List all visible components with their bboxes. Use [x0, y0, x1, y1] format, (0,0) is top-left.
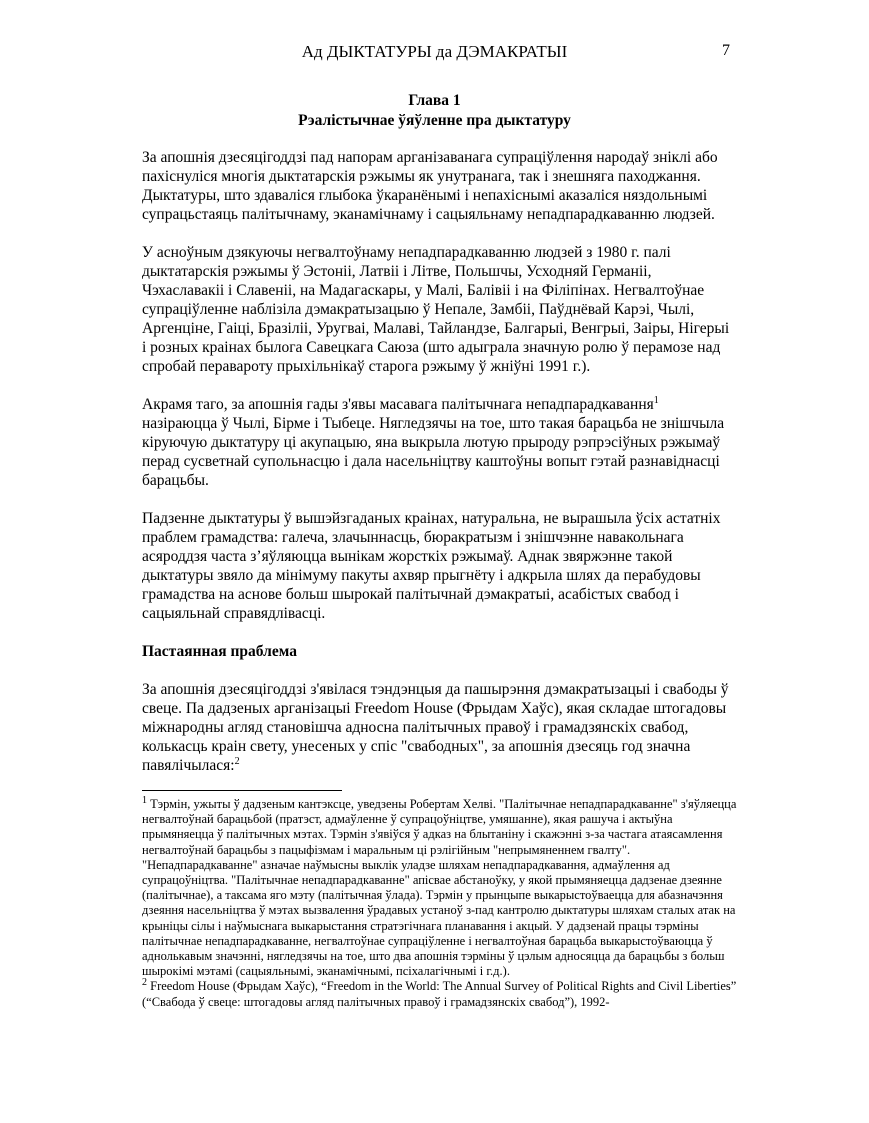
footnotes	[142, 794, 737, 1010]
chapter-title: Рэалістычнае ўяўленне пра дыктатуру	[298, 112, 571, 129]
paragraph: За апошнія дзесяцігоддзі пад напорам арганізаванага супраціўлення народаў зніклі або пахіснуліся многія дыктатарскія рэжымы як унутранага, так і знешняга паходжання. Дыктатуры, што здаваліся глыбока ўкаранёнымі і непахіснымі аказаліся няздольнымі супрацьстаяць палітычнаму, эканамічнаму і сацыяльнаму непадпарадкаванню людзей.	[142, 149, 718, 223]
paragraph-text: назіраюцца ў Чылі, Бірме і Тыбеце. Нягледзячы на тое, што такая барацьба не знішчыла кіруючую дыктатуру ці акупацыю, яна выкрыла лютую прыроду рэпрэсіўных рэжымаў перад сусветнай супольнасцю і дала насельніцтву каштоўны вопыт гэтай разнавіднасці барацьбы.	[142, 415, 725, 489]
running-header-title: Ад ДЫКТАТУРЫ да ДЭМАКРАТЫІ	[301, 42, 568, 61]
paragraph	[142, 395, 734, 490]
page-number: 7	[722, 42, 730, 59]
paragraph: Падзенне дыктатуры ў вышэйзгаданых краінах, натуральна, не вырашыла ўсіх астатніх праблем грамадства: галеча, злачыннасць, бюракратызм і знішчэнне навакольнага асяроддзя часта з’яўляюцца вынікам жорсткіх рэжымаў. Аднак звяржэнне такой дыктатуры звяло да мінімуму пакуты ахвяр прыгнёту і адкрыла шлях да перабудовы грамадства на аснове больш шырокай палітычнай дэмакратыі, асабістых свабод і сацыяльнай справядлівасці.	[142, 510, 721, 622]
paragraph	[142, 680, 734, 775]
footnote-separator	[142, 790, 342, 791]
paragraph: У асноўным дзякуючы негвалтоўнаму непадпарадкаванню людзей з 1980 г. палі дыктатарскія рэжымы ў Эстоніі, Латвіі і Літве, Польшчы, Усходняй Германіі, Чэхаславакіі і Славеніі, на Мадагаскары, у Малі, Балівіі і на Філіпінах. Негвалтоўнае супраціўленне наблізіла дэмакратызацыю ў Непале, Замбіі, Паўднёвай Карэі, Чылі, Аргенціне, Гаіці, Бразіліі, Уругваі, Малаві, Тайландзе, Балгарыі, Венгрыі, Заіры, Нігерыі і розных краінах былога Савецкага Саюза (што адыграла значную ролю ў перамозе над спробай перавароту прыхільнікаў старога рэжыму ў жніўні 1991 г.).	[142, 244, 730, 375]
chapter-label: Глава 1	[408, 92, 461, 109]
paragraph-text: Акрамя таго, за апошнія гады з'явы масавага палітычнага непадпарадкавання	[142, 396, 654, 413]
footnote-mark: 2	[142, 977, 147, 989]
section-heading: Пастаянная праблема	[142, 643, 297, 660]
footnote-mark: 1	[142, 794, 147, 806]
footnote	[142, 794, 737, 979]
footnote-text: Freedom House (Фрыдам Хаўс), “Freedom in the World: The Annual Survey of Political Rights and Civil Liberties” (“Свабода ў свеце: штогадовы агляд палітычных правоў і грамадзянскіх свабод”), 1992-	[142, 979, 737, 1009]
footnote-text: Тэрмін, ужыты ў дадзеным кантэксце, уведзены Робертам Хелві. "Палітычнае непадпарадкаванне" з'яўляецца негвалтоўнай барацьбой (пратэст, адмаўленне ў супрацоўніцтве, умяшанне), якая рашуча і актыўна прымяняецца ў палітычных мэтах. Тэрмін з'явіўся ў адказ на блытаніну і скажэнні з-за частага атаясамлення негвалтоўнай барацьбы з пацыфізмам і маральным ці рэлігійным "непрымяненнем гвалту". "Непадпарадкаванне" азначае наўмысны выклік уладзе шляхам непадпарадкавання, адмаўлення ад супрацоўніцтва. "Палітычнае непадпарадкаванне" апісвае абстаноўку, у якой прымяняецца дадзенае дзеянне (палітычнае), а таксама яго мэту (палітычная ўлада). Тэрмін у прынцыпе выкарыстоўваецца для абазначэння дзеяння насельніцтва ў мэтах вызвалення ўрадавых устаноў з-пад кантролю дыктатуры шляхам сталых атак на крыніцы сілы і наўмыснага выкарыстання стратэгічнага планавання і акцый. У дадзенай працы тэрміны палітычнае непадпарадкаванне, негвалтоўнае супраціўленне і негвалтоўная барацьба выкарыстоўваюцца ў аднолькавым значэнні, нягледзячы на тое, што два апошнія тэрміны ў цэлым адносяцца да барацьбы з больш шырокімі мэтамі (сацыяльнымі, эканамічнымі, псіхалагічнымі і г.д.).	[142, 797, 737, 979]
chapter-heading	[0, 91, 869, 131]
footnote	[142, 979, 737, 1009]
body-text	[142, 148, 734, 794]
paragraph-text: За апошнія дзесяцігоддзі з'явілася тэндэнцыя да пашырэння дэмакратызацыі і свабоды ў свеце. Па дадзеных арганізацыі Freedom House (Фрыдам Хаўс), якая складае штогадовы міжнародны агляд становішча адносна палітычных правоў і грамадзянскіх свабод, колькасць краін свету, унесеных у спіс "свабодных", за апошнія дзесяць год значна павялічылася:	[142, 681, 729, 774]
footnote-ref-2: 2	[234, 755, 240, 767]
footnote-ref-1: 1	[653, 394, 659, 406]
